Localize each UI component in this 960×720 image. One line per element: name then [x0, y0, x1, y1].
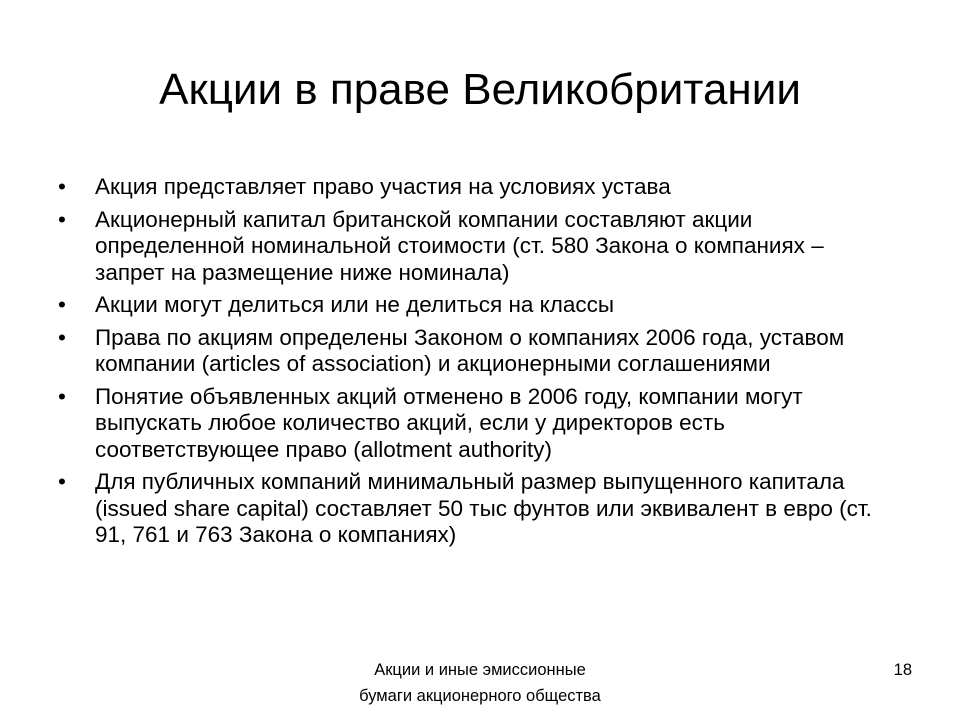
bullet-mark: • — [58, 292, 66, 317]
bullet-mark: • — [58, 324, 66, 350]
bullet-text: Акция представляет право участия на условиях устава — [95, 174, 671, 199]
bullet-item — [58, 384, 898, 464]
bullet-mark: • — [58, 174, 66, 199]
bullet-item — [58, 292, 898, 319]
bullet-text: Понятие объявленных акций отменено в 2006 году, компании могут выпускать любое количество акций, если у директоров есть соответствующее право (allotment authority) — [95, 383, 803, 462]
bullet-mark: • — [58, 206, 66, 232]
page-number: 18 — [893, 661, 912, 679]
bullet-mark: • — [58, 469, 66, 494]
bullet-item — [58, 207, 898, 287]
bullet-item — [58, 325, 898, 378]
bullet-text: Права по акциям определены Законом о компаниях 2006 года, уставом компании (articles of association) и акционерными соглашениями — [95, 324, 845, 376]
bullet-list — [58, 174, 898, 555]
bullet-mark: • — [58, 383, 66, 409]
slide-footer — [300, 657, 660, 709]
bullet-text: Акции могут делиться или не делиться на классы — [95, 292, 615, 317]
bullet-item — [58, 174, 898, 201]
bullet-text: Акционерный капитал британской компании составляют акции определенной номинальной стоимости (ст. 580 Закона о компаниях – запрет на размещение ниже номинала) — [95, 206, 824, 285]
slide-title: Акции в праве Великобритании — [159, 65, 801, 114]
footer-line-1: Акции и иные эмиссионные — [374, 661, 586, 679]
bullet-item — [58, 469, 898, 549]
bullet-text: Для публичных компаний минимальный размер выпущенного капитала (issued share capital) составляет 50 тыс фунтов или эквивалент в евро (ст. 91, 761 и 763 Закона о компаниях) — [95, 469, 872, 547]
footer-line-2: бумаги акционерного общества — [359, 687, 601, 705]
